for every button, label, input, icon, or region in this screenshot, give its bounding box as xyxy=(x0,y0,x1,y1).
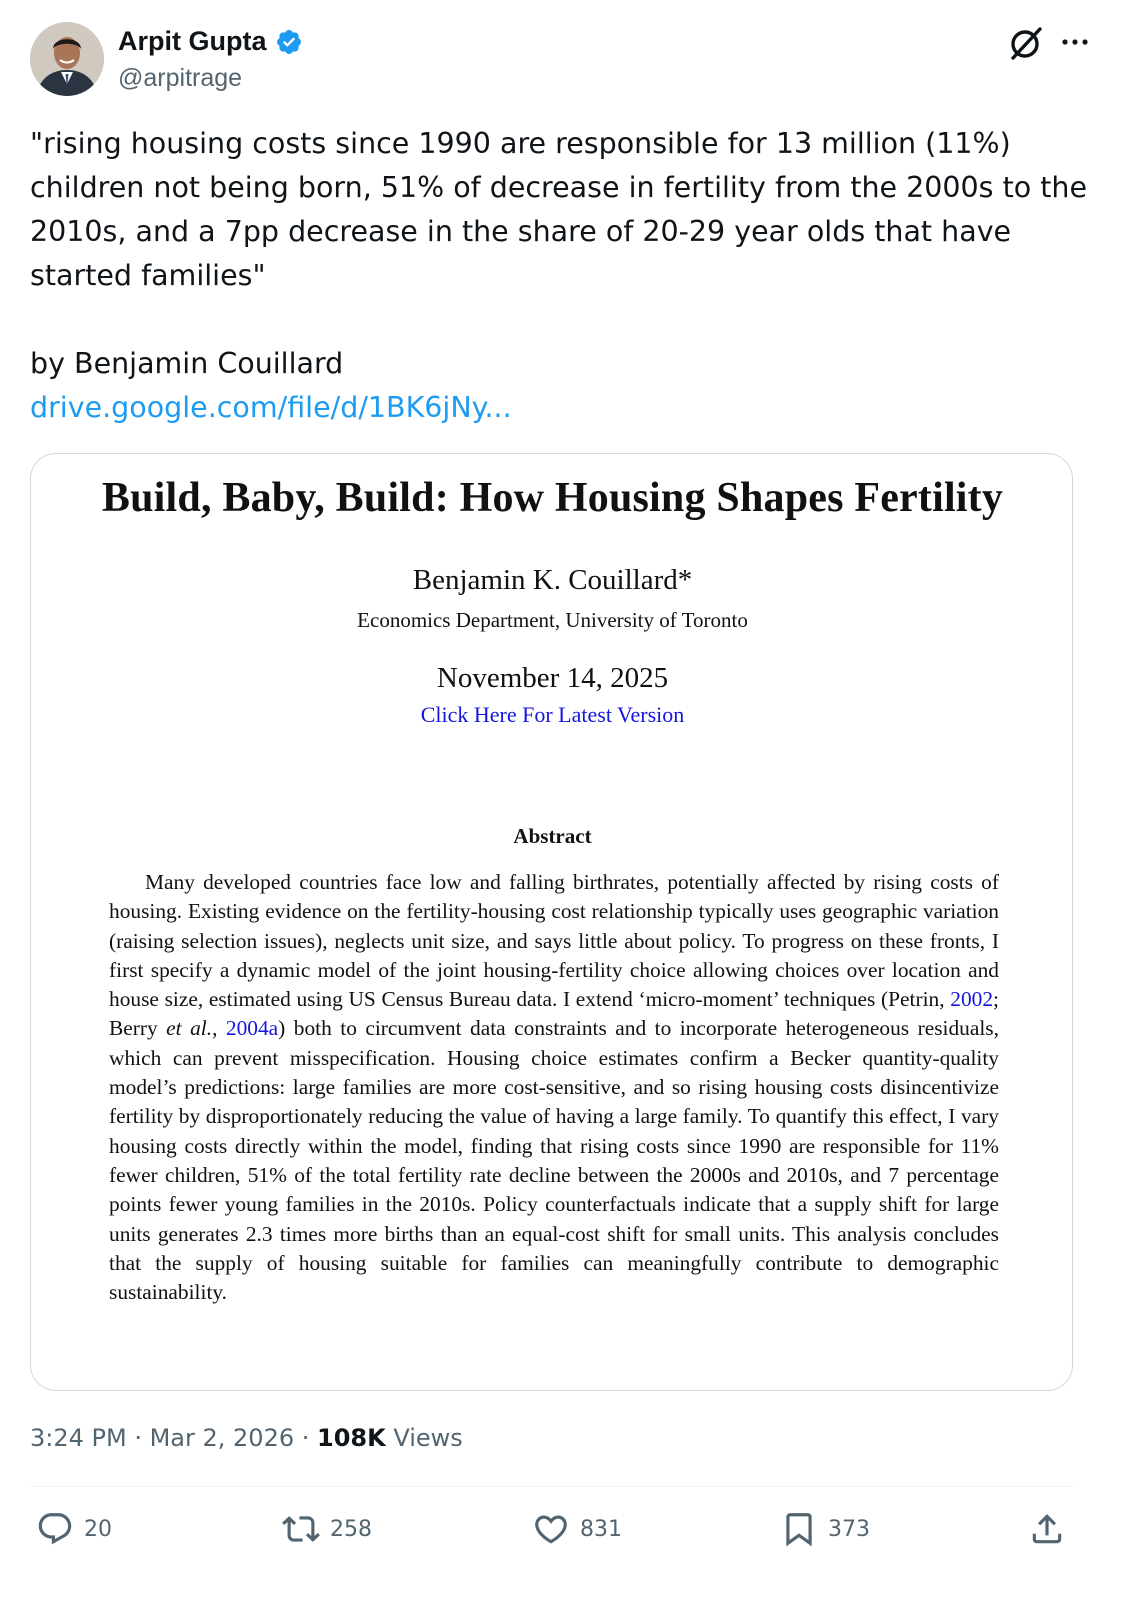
abstract-part-2: ; Berry xyxy=(109,987,999,1041)
avatar-image xyxy=(30,22,104,96)
like-button[interactable] xyxy=(532,1510,622,1548)
abstract-part-3: , xyxy=(212,1016,226,1041)
like-count: 831 xyxy=(580,1516,622,1542)
user-handle[interactable]: @arpitrage xyxy=(118,64,243,92)
grok-icon[interactable] xyxy=(1007,24,1045,62)
share-button[interactable] xyxy=(1028,1510,1076,1548)
abstract-part-1: Many developed countries face low and falling birthrates, potentially affected by rising costs of housing. Existing evidence on the fertility-housing cost relationship typically uses geographic variation (raising selection issues), neglects unit size, and says little about policy. To progress on these fronts, I first specify a dynamic model of the joint housing-fertility choice allowing choices over location and house size, estimated using US Census Bureau data. I extend ‘micro-moment’ techniques (Petrin, xyxy=(109,870,999,1012)
repost-button[interactable] xyxy=(282,1510,372,1548)
reply-button[interactable] xyxy=(36,1510,112,1548)
tweet-meta xyxy=(30,1424,463,1452)
citation-petrin[interactable]: 2002 xyxy=(950,987,994,1012)
abstract-text xyxy=(109,868,999,1307)
divider xyxy=(30,1486,1073,1487)
abstract-part-4: ) both to circumvent data constraints and to incorporate heterogeneous residuals, which can prevent misspecification. Housing choice estimates confirm a Becker quantity-quality model’s predictions: large families are more cost-sensitive, and so rising housing costs disincentivize fertility by disproportionately reducing the value of having a large family. To quantify this effect, I vary housing costs directly within the model, finding that rising costs since 1990 are responsible for 11% fewer children, 51% of the total fertility rate decline between the 2000s and 2010s, and 7 percentage points fewer young families in the 2010s. Policy counterfactuals indicate that a supply shift for large units generates 2.3 times more births than an equal-cost shift for small units. This analysis concludes that the supply of housing suitable for families can meaningfully contribute to demographic sustainability. xyxy=(109,1016,999,1305)
paper-author: Benjamin K. Couillard* xyxy=(412,564,693,596)
tweet-byline: by Benjamin Couillard xyxy=(30,347,344,380)
reply-icon xyxy=(36,1510,74,1548)
tweet-link[interactable]: drive.google.com/file/d/1BK6jNy... xyxy=(30,391,512,424)
more-options-icon[interactable] xyxy=(1057,24,1093,60)
avatar[interactable] xyxy=(30,22,104,96)
views-count: 108K xyxy=(317,1424,386,1452)
tweet-date[interactable]: Mar 2, 2026 xyxy=(149,1424,295,1452)
verified-badge-icon xyxy=(275,28,303,56)
abstract-heading: Abstract xyxy=(513,824,592,848)
latest-version-link[interactable]: Click Here For Latest Version xyxy=(420,702,685,727)
tweet-body xyxy=(30,122,1097,430)
meta-separator: · xyxy=(294,1424,317,1452)
abstract-etal: et al. xyxy=(166,1016,213,1041)
tweet-time[interactable]: 3:24 PM xyxy=(30,1424,127,1452)
bookmark-icon xyxy=(780,1510,818,1548)
reply-count: 20 xyxy=(84,1516,112,1542)
paper-preview-card[interactable] xyxy=(30,453,1073,1391)
bookmark-button[interactable] xyxy=(780,1510,870,1548)
repost-icon xyxy=(282,1510,320,1548)
citation-berry[interactable]: 2004a xyxy=(225,1016,279,1041)
tweet-quote: "rising housing costs since 1990 are responsible for 13 million (11%) children not being born, 51% of decrease in fertility from the 2000s to the 2010s, and a 7pp decrease in the share of 20-29 year olds that have started families" xyxy=(30,127,1097,292)
bookmark-count: 373 xyxy=(828,1516,870,1542)
display-name[interactable]: Arpit Gupta xyxy=(118,26,267,56)
paper-title: Build, Baby, Build: How Housing Shapes Fertility xyxy=(101,475,1004,521)
paper-affiliation: Economics Department, University of Toronto xyxy=(357,608,748,632)
share-icon xyxy=(1028,1510,1066,1548)
repost-count: 258 xyxy=(330,1516,372,1542)
views-label: Views xyxy=(385,1424,463,1452)
heart-icon xyxy=(532,1510,570,1548)
paper-date: November 14, 2025 xyxy=(436,662,669,694)
meta-separator: · xyxy=(126,1424,150,1452)
action-bar xyxy=(30,1510,1073,1560)
tweet-header xyxy=(30,22,1093,98)
